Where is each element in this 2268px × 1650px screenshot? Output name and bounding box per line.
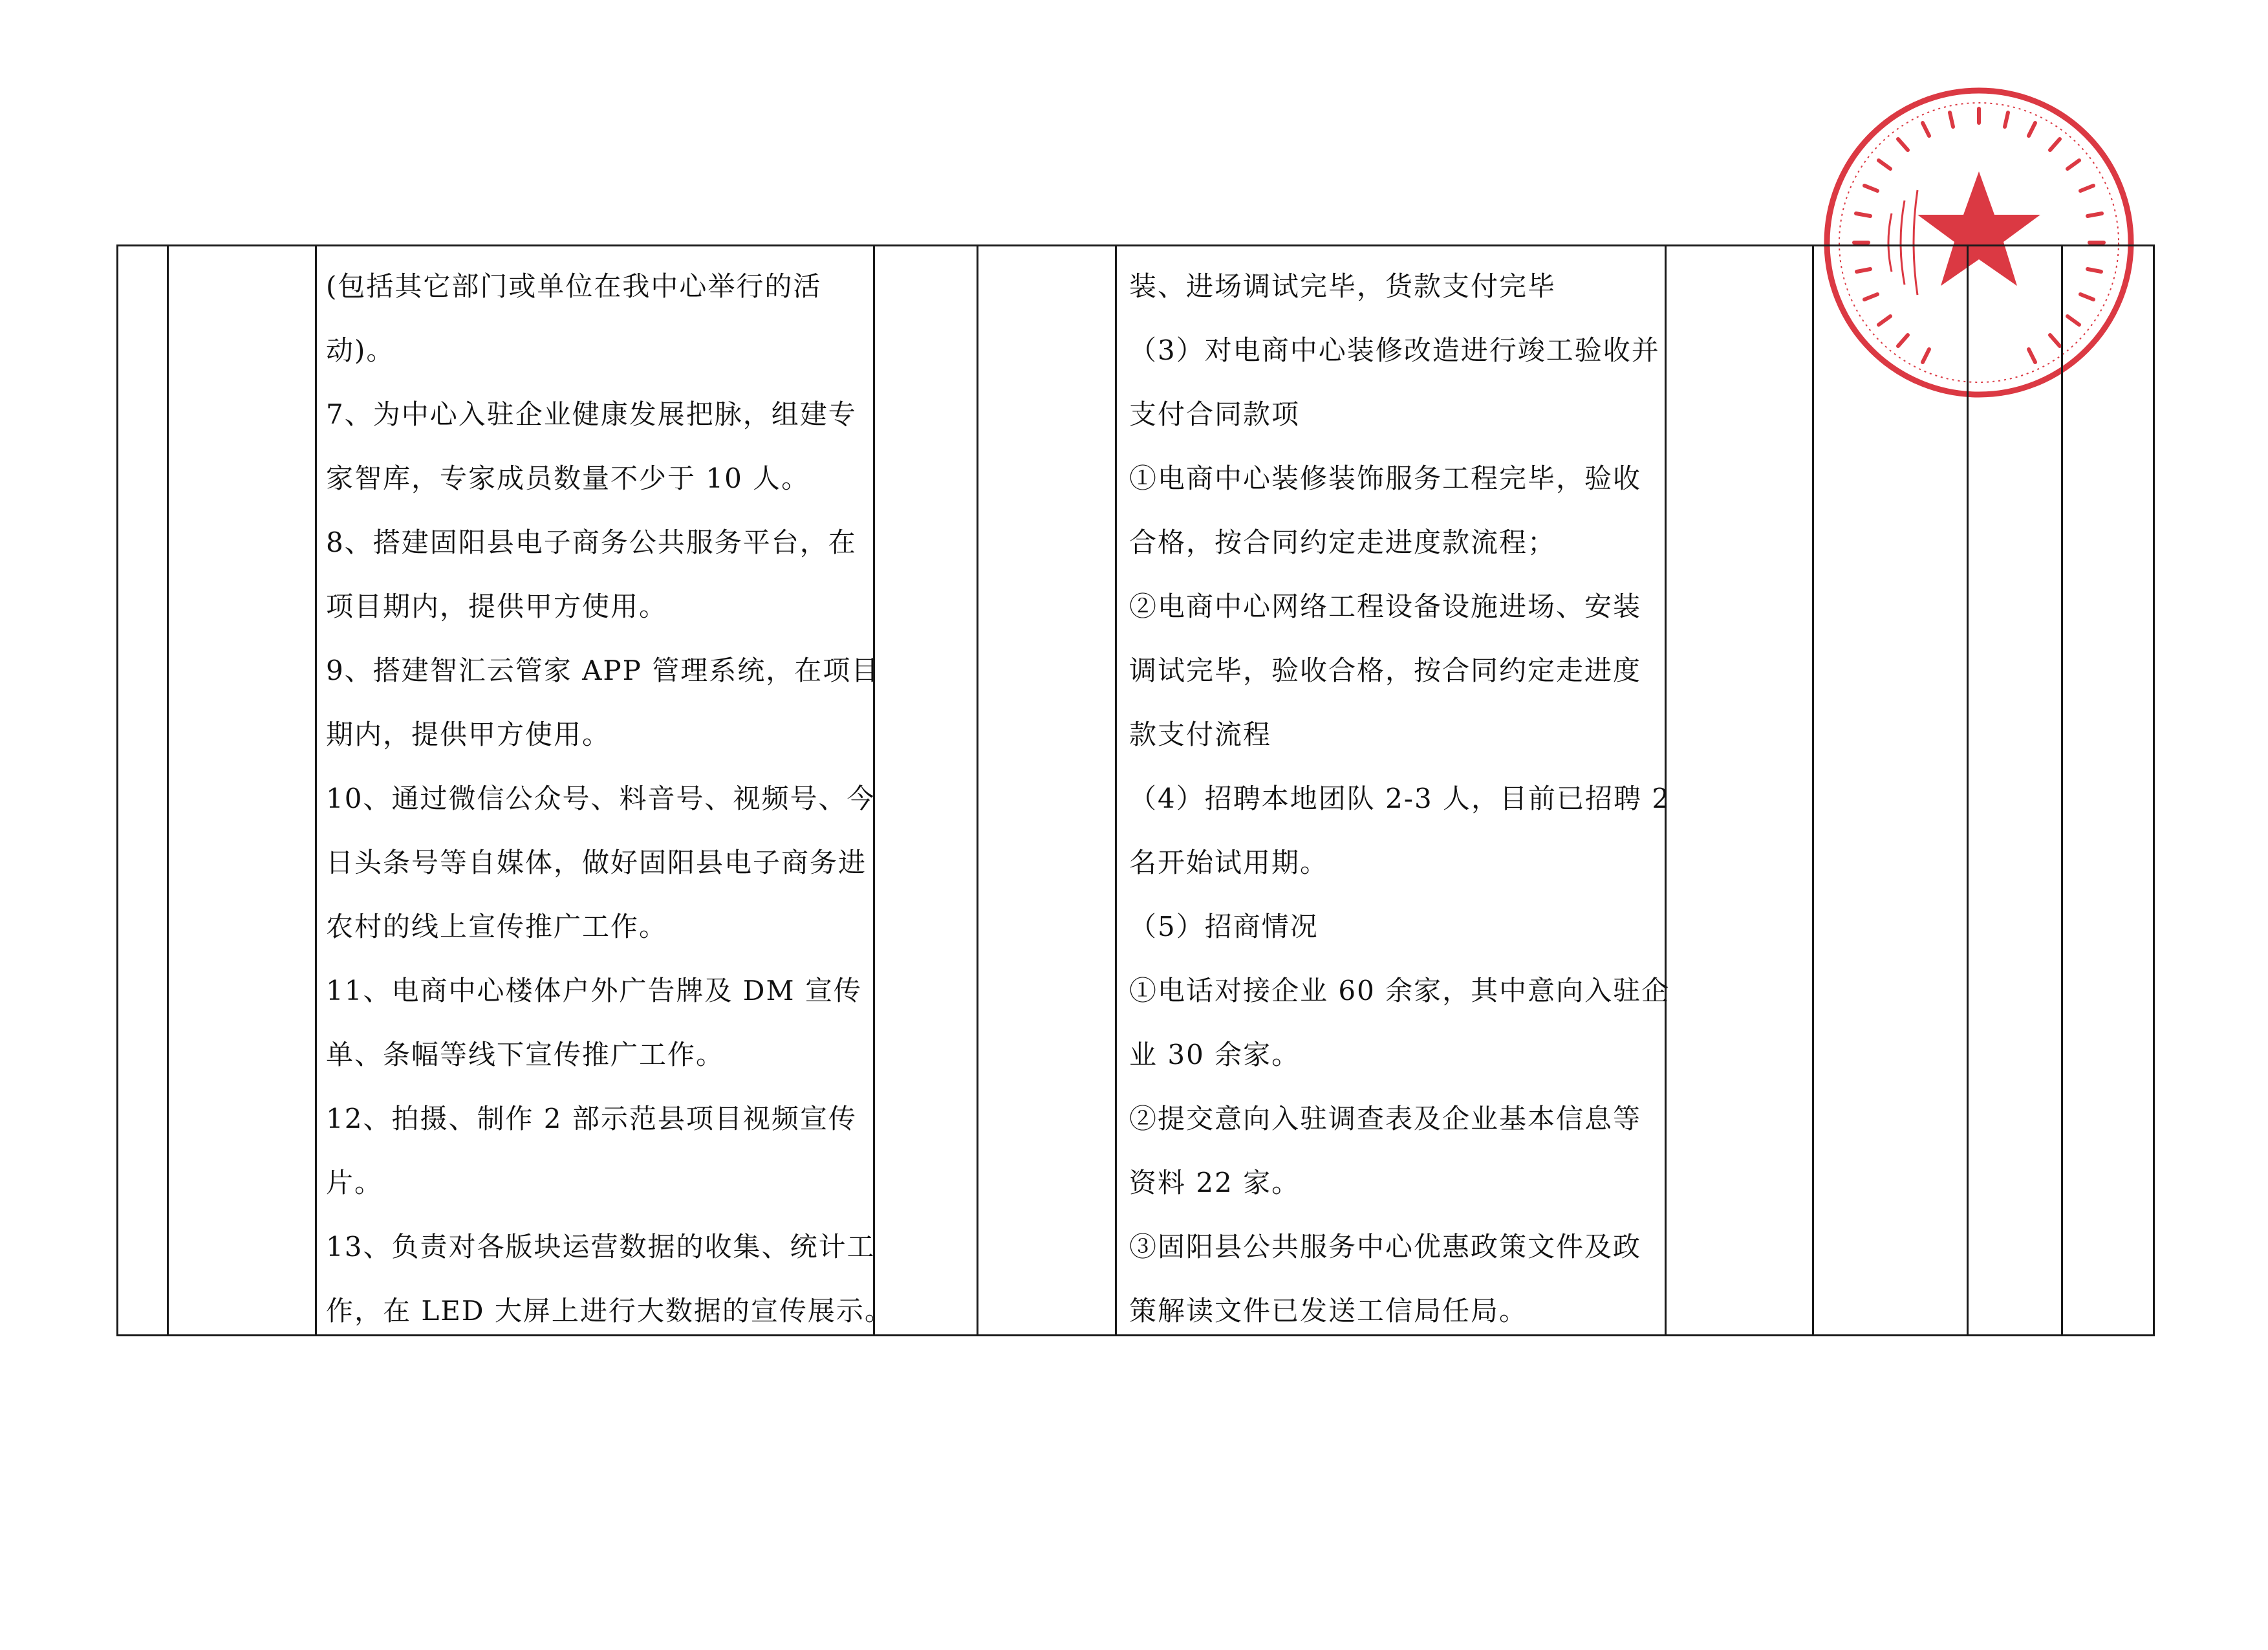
work-line: 10、通过微信公众号、料音号、视频号、今 (326, 783, 876, 814)
progress-line: 资料 22 家。 (1129, 1167, 1301, 1199)
work-line: 期内，提供甲方使用。 (326, 719, 611, 750)
progress-line: ①电商中心装修装饰服务工程完毕，验收 (1129, 462, 1642, 494)
column-divider (315, 244, 317, 1336)
progress-line: ②电商中心网络工程设备设施进场、安装 (1129, 591, 1642, 622)
work-line: 9、搭建智汇云管家 APP 管理系统，在项目 (326, 655, 880, 686)
work-line: 单、条幅等线下宣传推广工作。 (326, 1039, 725, 1070)
column-divider (2061, 244, 2063, 1336)
work-line: 作，在 LED 大屏上进行大数据的宣传展示。 (326, 1295, 893, 1327)
progress-line: （5）招商情况 (1129, 911, 1319, 942)
progress-line: 装、进场调试完毕，货款支付完毕 (1129, 270, 1557, 302)
progress-line: （4）招聘本地团队 2-3 人，目前已招聘 2 (1129, 783, 1671, 814)
progress-line: ③固阳县公共服务中心优惠政策文件及政 (1129, 1231, 1642, 1263)
progress-line: （3）对电商中心装修改造进行竣工验收并 (1129, 334, 1660, 366)
work-line: 动)。 (326, 334, 395, 366)
work-line: 11、电商中心楼体户外广告牌及 DM 宣传 (326, 975, 862, 1006)
work-line: 项目期内，提供甲方使用。 (326, 591, 668, 622)
column-divider (116, 244, 118, 1336)
progress-line: 支付合同款项 (1129, 398, 1301, 430)
work-line: 片。 (326, 1167, 383, 1199)
progress-line: ①电话对接企业 60 余家，其中意向入驻企 (1129, 975, 1670, 1006)
work-line: 日头条号等自媒体，做好固阳县电子商务进 (326, 847, 867, 878)
progress-line: 合格，按合同约定走进度款流程； (1129, 526, 1557, 558)
work-line: 农村的线上宣传推广工作。 (326, 911, 668, 942)
progress-line: 业 30 余家。 (1129, 1039, 1301, 1070)
column-divider (1967, 244, 1969, 1336)
work-line: 家智库，专家成员数量不少于 10 人。 (326, 462, 810, 494)
progress-line: 款支付流程 (1129, 719, 1272, 750)
column-divider (1812, 244, 1814, 1336)
progress-line: 调试完毕，验收合格，按合同约定走进度 (1129, 655, 1642, 686)
column-divider (1115, 244, 1117, 1336)
work-content-cell (318, 244, 893, 1343)
work-progress-table (116, 244, 2155, 1336)
work-line: 7、为中心入驻企业健康发展把脉，组建专 (326, 398, 857, 430)
progress-line: 策解读文件已发送工信局任局。 (1129, 1295, 1528, 1327)
column-divider (167, 244, 169, 1336)
progress-content-cell (1118, 244, 1670, 1343)
work-line: 13、负责对各版块运营数据的收集、统计工 (326, 1231, 876, 1263)
work-line: (包括其它部门或单位在我中心举行的活 (326, 270, 822, 302)
progress-line: ②提交意向入驻调查表及企业基本信息等 (1129, 1103, 1642, 1134)
work-line: 8、搭建固阳县电子商务公共服务平台，在 (326, 526, 857, 558)
progress-line: 名开始试用期。 (1129, 847, 1329, 878)
column-divider (977, 244, 978, 1336)
column-divider (2153, 244, 2155, 1336)
work-line: 12、拍摄、制作 2 部示范县项目视频宣传 (326, 1103, 857, 1134)
